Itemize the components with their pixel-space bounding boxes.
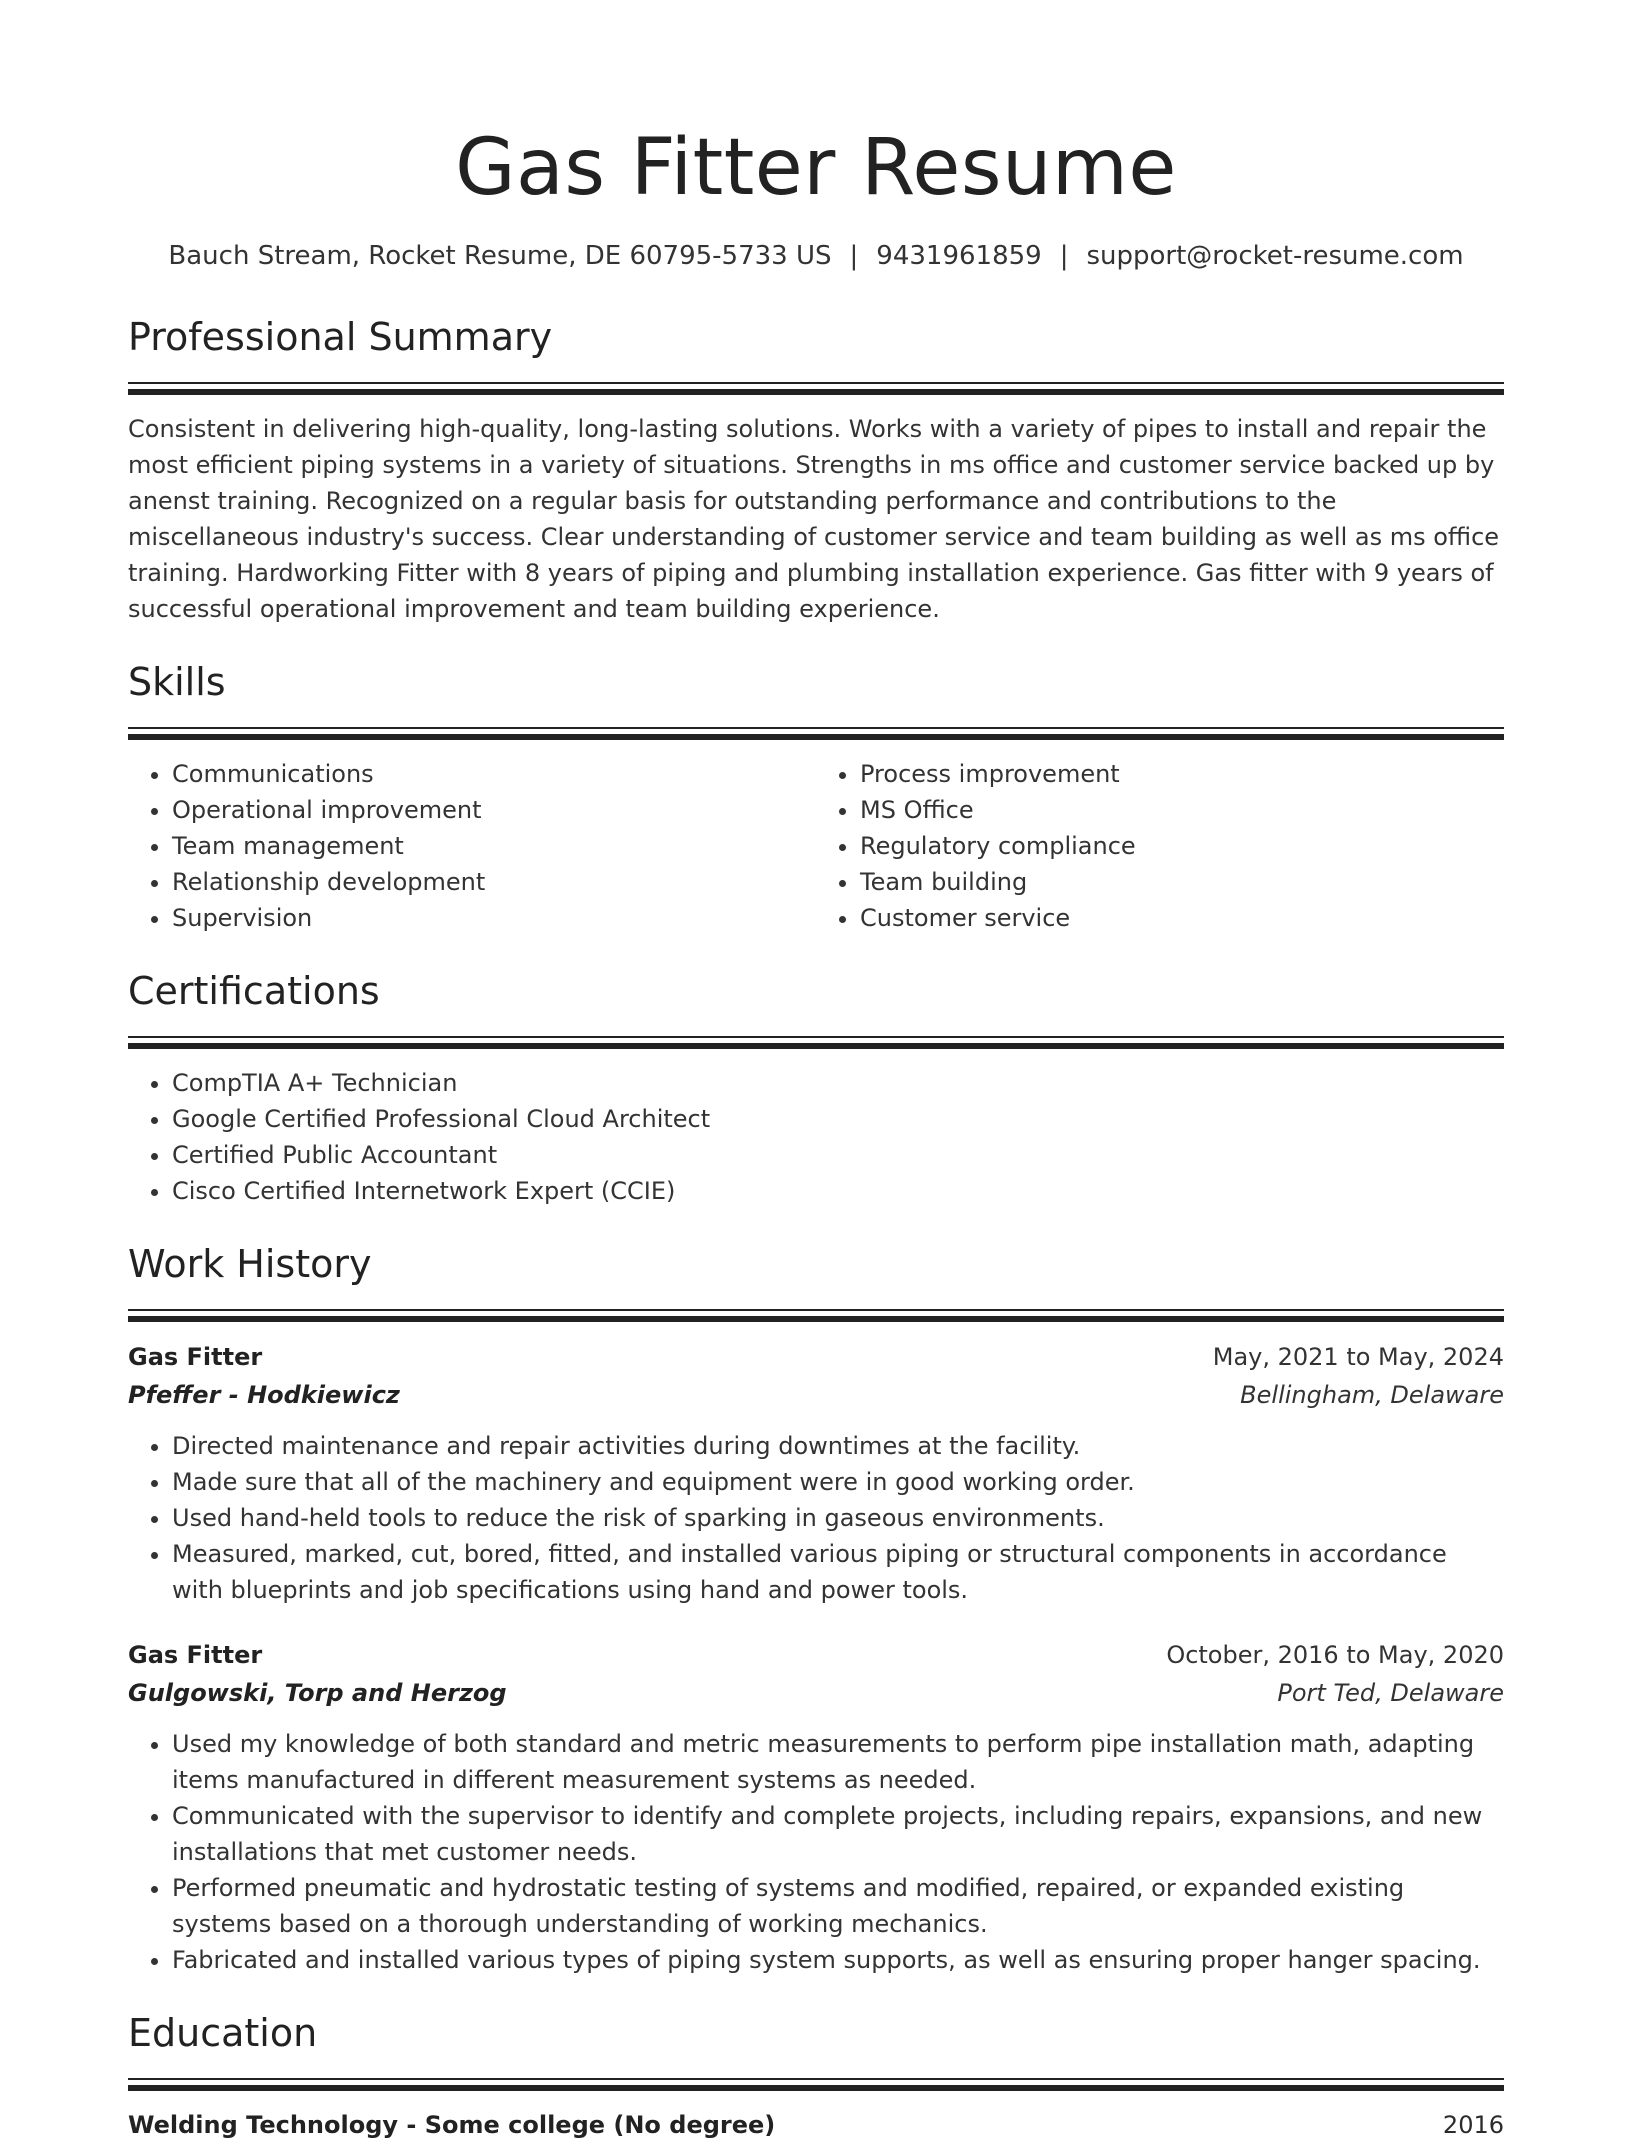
section-divider	[128, 1309, 1504, 1322]
job-bullet: • Fabricated and installed various types of piping system supports, as well as ensuring proper hanger spacing.	[172, 1942, 1504, 1978]
skill-item: • Communications	[172, 756, 816, 792]
job-location: Port Ted, Delaware	[1277, 1679, 1504, 1707]
job-bullets	[128, 1726, 1504, 1978]
job-dates: May, 2021 to May, 2024	[1212, 1343, 1504, 1371]
education-section	[128, 2008, 1504, 2143]
skill-item: • Process improvement	[860, 756, 1504, 792]
job-bullet: • Made sure that all of the machinery and equipment were in good working order.	[172, 1464, 1504, 1500]
contact-phone: 9431961859	[876, 241, 1042, 271]
education-year: 2016	[1442, 2111, 1504, 2139]
contact-separator: |	[849, 241, 859, 271]
work-history-section	[128, 1239, 1504, 1978]
job-company-row	[128, 1376, 1504, 1414]
section-divider	[128, 2078, 1504, 2091]
skill-item: • Supervision	[172, 900, 816, 936]
education-heading: Education	[128, 2011, 318, 2055]
job-entry	[128, 1338, 1504, 1608]
job-location: Bellingham, Delaware	[1240, 1381, 1504, 1409]
contact-line	[128, 238, 1504, 274]
certifications-heading: Certifications	[128, 969, 380, 1013]
skills-list-left	[128, 756, 816, 936]
certifications-list	[128, 1065, 1504, 1209]
education-row	[128, 2107, 1504, 2143]
certifications-section	[128, 966, 1504, 1209]
job-title: Gas Fitter	[128, 1343, 263, 1371]
resume-title: Gas Fitter Resume	[455, 123, 1177, 213]
job-company-row	[128, 1674, 1504, 1712]
certification-item: • CompTIA A+ Technician	[172, 1065, 1504, 1101]
section-divider	[128, 382, 1504, 395]
skills-list-right	[816, 756, 1504, 936]
job-company: Pfeffer - Hodkiewicz	[128, 1381, 400, 1409]
education-degree: Welding Technology - Some college (No degree)	[128, 2111, 776, 2139]
skill-item: • Regulatory compliance	[860, 828, 1504, 864]
job-bullets	[128, 1428, 1504, 1608]
work-history-heading: Work History	[128, 1242, 372, 1286]
skill-item: • Customer service	[860, 900, 1504, 936]
job-company: Gulgowski, Torp and Herzog	[128, 1679, 507, 1707]
job-bullet: • Used hand-held tools to reduce the risk of sparking in gaseous environments.	[172, 1500, 1504, 1536]
skill-item: • Operational improvement	[172, 792, 816, 828]
job-header-row	[128, 1636, 1504, 1674]
job-title: Gas Fitter	[128, 1641, 263, 1669]
skills-grid	[128, 756, 1504, 936]
skill-item: • Team management	[172, 828, 816, 864]
skills-section	[128, 657, 1504, 936]
job-dates: October, 2016 to May, 2020	[1166, 1641, 1504, 1669]
skills-heading: Skills	[128, 660, 226, 704]
job-bullet: • Directed maintenance and repair activities during downtimes at the facility.	[172, 1428, 1504, 1464]
certification-item: • Cisco Certified Internetwork Expert (CCIE)	[172, 1173, 1504, 1209]
certification-item: • Google Certified Professional Cloud Architect	[172, 1101, 1504, 1137]
section-divider	[128, 1036, 1504, 1049]
job-bullet: • Performed pneumatic and hydrostatic testing of systems and modified, repaired, or expanded existing systems based on a thorough understanding of working mechanics.	[172, 1870, 1504, 1942]
job-bullet: • Measured, marked, cut, bored, fitted, and installed various piping or structural components in accordance with blueprints and job specifications using hand and power tools.	[172, 1536, 1504, 1608]
contact-address: Bauch Stream, Rocket Resume, DE 60795-5733 US	[168, 241, 832, 271]
job-entry	[128, 1636, 1504, 1978]
skill-item: • Relationship development	[172, 864, 816, 900]
job-bullet: • Used my knowledge of both standard and metric measurements to perform pipe installation math, adapting items manufactured in different measurement systems as needed.	[172, 1726, 1504, 1798]
summary-text: Consistent in delivering high-quality, long-lasting solutions. Works with a variety of pipes to install and repair the most efficient piping systems in a variety of situations. Strengths in ms office and customer service backed up by anenst training. Recognized on a regular basis for outstanding performance and contributions to the miscellaneous industry's success. Clear understanding of customer service and team building as well as ms office training. Hardworking Fitter with 8 years of piping and plumbing installation experience. Gas fitter with 9 years of successful operational improvement and team building experience.	[128, 415, 1500, 623]
contact-email: support@rocket-resume.com	[1086, 241, 1464, 271]
section-divider	[128, 727, 1504, 740]
certification-item: • Certified Public Accountant	[172, 1137, 1504, 1173]
summary-heading: Professional Summary	[128, 315, 553, 359]
skill-item: • Team building	[860, 864, 1504, 900]
job-bullet: • Communicated with the supervisor to identify and complete projects, including repairs, expansions, and new installations that met customer needs.	[172, 1798, 1504, 1870]
summary-section	[128, 312, 1504, 627]
skill-item: • MS Office	[860, 792, 1504, 828]
job-header-row	[128, 1338, 1504, 1376]
contact-separator: |	[1059, 241, 1069, 271]
